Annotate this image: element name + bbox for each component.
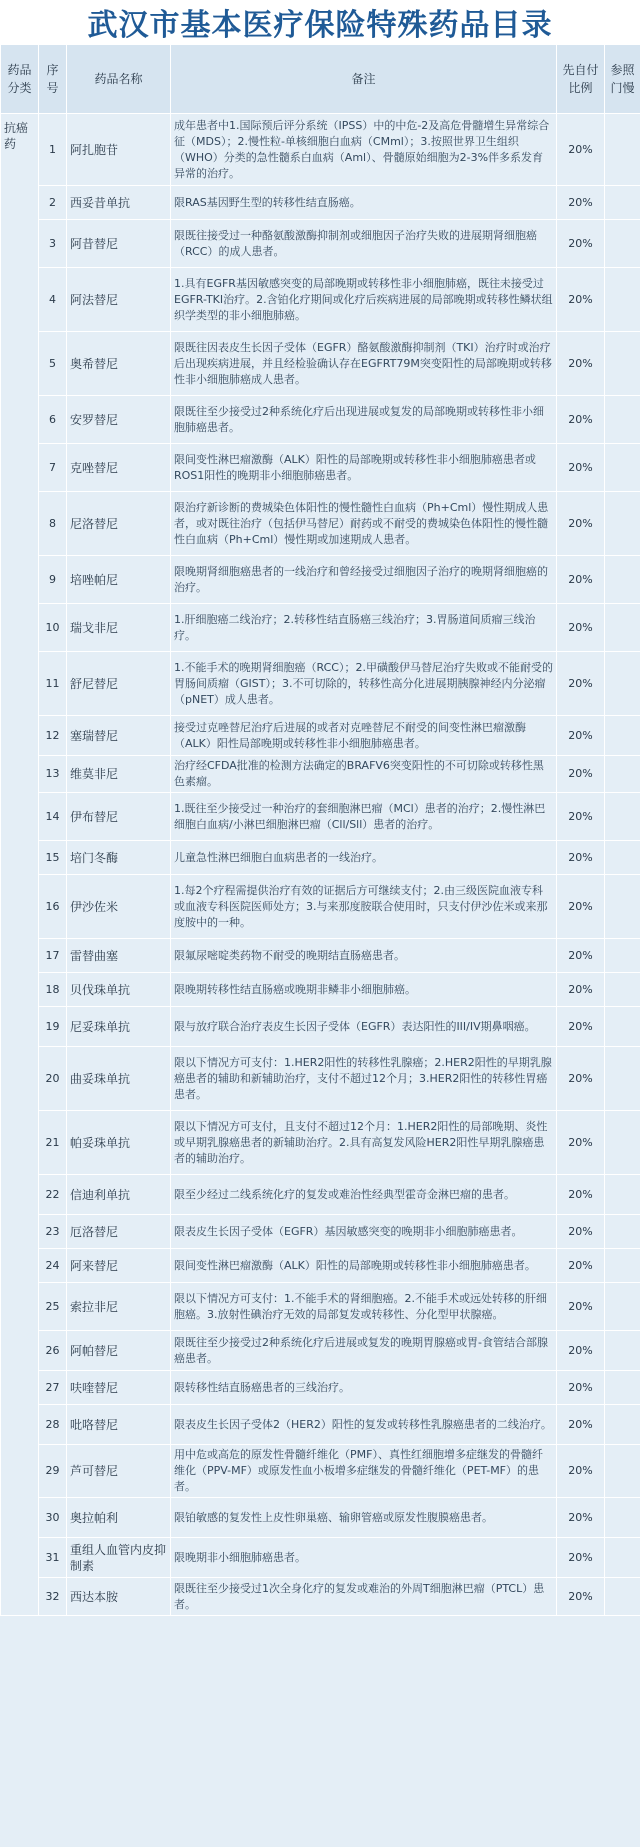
self-pay-ratio: 20% bbox=[557, 716, 605, 756]
self-pay-ratio: 20% bbox=[557, 1445, 605, 1498]
drug-name: 阿法替尼 bbox=[67, 268, 171, 332]
row-index: 10 bbox=[39, 604, 67, 652]
self-pay-ratio: 20% bbox=[557, 1215, 605, 1249]
drug-note: 1.肝细胞癌二线治疗；2.转移性结直肠癌三线治疗；3.胃肠道间质瘤三线治疗。 bbox=[171, 604, 557, 652]
drug-name: 安罗替尼 bbox=[67, 396, 171, 444]
drug-name: 呋喹替尼 bbox=[67, 1371, 171, 1405]
outpatient-ref bbox=[605, 1007, 640, 1047]
drug-note: 接受过克唑替尼治疗后进展的或者对克唑替尼不耐受的间变性淋巴瘤激酶（ALK）阳性局部晚期或转移性非小细胞肺癌患者。 bbox=[171, 716, 557, 756]
row-index: 19 bbox=[39, 1007, 67, 1047]
row-index: 21 bbox=[39, 1111, 67, 1175]
outpatient-ref bbox=[605, 1445, 640, 1498]
table-row bbox=[1, 332, 640, 396]
table-row bbox=[1, 1331, 640, 1371]
outpatient-ref bbox=[605, 1578, 640, 1616]
table-row bbox=[1, 1283, 640, 1331]
table-row bbox=[1, 1007, 640, 1047]
self-pay-ratio: 20% bbox=[557, 1111, 605, 1175]
outpatient-ref bbox=[605, 604, 640, 652]
self-pay-ratio: 20% bbox=[557, 1538, 605, 1578]
self-pay-ratio: 20% bbox=[557, 1331, 605, 1371]
header-category: 药品分类 bbox=[1, 45, 39, 114]
row-index: 12 bbox=[39, 716, 67, 756]
drug-note: 限至少经过二线系统化疗的复发或难治性经典型霍奇金淋巴瘤的患者。 bbox=[171, 1175, 557, 1215]
table-row bbox=[1, 1371, 640, 1405]
drug-name: 瑞戈非尼 bbox=[67, 604, 171, 652]
table-row bbox=[1, 1445, 640, 1498]
drug-name: 阿来替尼 bbox=[67, 1249, 171, 1283]
table-row bbox=[1, 1175, 640, 1215]
outpatient-ref bbox=[605, 1405, 640, 1445]
table-row bbox=[1, 492, 640, 556]
document-title: 武汉市基本医疗保险特殊药品目录 bbox=[0, 0, 640, 44]
drug-note: 限间变性淋巴瘤激酶（ALK）阳性的局部晚期或转移性非小细胞肺癌患者或ROS1阳性的晚期非小细胞肺癌患者。 bbox=[171, 444, 557, 492]
table-row bbox=[1, 1215, 640, 1249]
table-row bbox=[1, 841, 640, 875]
outpatient-ref bbox=[605, 268, 640, 332]
row-index: 29 bbox=[39, 1445, 67, 1498]
self-pay-ratio: 20% bbox=[557, 1047, 605, 1111]
header-row bbox=[1, 45, 640, 114]
table-row bbox=[1, 114, 640, 186]
outpatient-ref bbox=[605, 1249, 640, 1283]
table-row bbox=[1, 444, 640, 492]
header-name: 药品名称 bbox=[67, 45, 171, 114]
outpatient-ref bbox=[605, 716, 640, 756]
table-row bbox=[1, 186, 640, 220]
self-pay-ratio: 20% bbox=[557, 1249, 605, 1283]
drug-note: 限既往因表皮生长因子受体（EGFR）酪氨酸激酶抑制剂（TKI）治疗时或治疗后出现疾病进展，并且经检验确认存在EGFRT79M突变阳性的局部晚期或转移性非小细胞肺癌成人患者。 bbox=[171, 332, 557, 396]
outpatient-ref bbox=[605, 114, 640, 186]
drug-table bbox=[0, 44, 640, 1616]
self-pay-ratio: 20% bbox=[557, 793, 605, 841]
self-pay-ratio: 20% bbox=[557, 939, 605, 973]
table-row bbox=[1, 1047, 640, 1111]
drug-note: 限以下情况方可支付：1.不能手术的肾细胞癌。2.不能手术或远处转移的肝细胞癌。3.放射性碘治疗无效的局部复发或转移性、分化型甲状腺癌。 bbox=[171, 1283, 557, 1331]
outpatient-ref bbox=[605, 1371, 640, 1405]
drug-name: 西妥昔单抗 bbox=[67, 186, 171, 220]
self-pay-ratio: 20% bbox=[557, 652, 605, 716]
row-index: 15 bbox=[39, 841, 67, 875]
drug-note: 限氟尿嘧啶类药物不耐受的晚期结直肠癌患者。 bbox=[171, 939, 557, 973]
drug-name: 索拉非尼 bbox=[67, 1283, 171, 1331]
header-outpatient: 参照门慢 bbox=[605, 45, 640, 114]
row-index: 31 bbox=[39, 1538, 67, 1578]
self-pay-ratio: 20% bbox=[557, 1283, 605, 1331]
row-index: 32 bbox=[39, 1578, 67, 1616]
table-row bbox=[1, 756, 640, 793]
table-row bbox=[1, 1538, 640, 1578]
self-pay-ratio: 20% bbox=[557, 332, 605, 396]
row-index: 2 bbox=[39, 186, 67, 220]
row-index: 30 bbox=[39, 1498, 67, 1538]
drug-name: 贝伐珠单抗 bbox=[67, 973, 171, 1007]
drug-note: 儿童急性淋巴细胞白血病患者的一线治疗。 bbox=[171, 841, 557, 875]
drug-note: 1.具有EGFR基因敏感突变的局部晚期或转移性非小细胞肺癌，既往未接受过EGFR-TKI治疗。2.含铂化疗期间或化疗后疾病进展的局部晚期或转移性鳞状组织学类型的非小细胞肺癌。 bbox=[171, 268, 557, 332]
table-row bbox=[1, 268, 640, 332]
self-pay-ratio: 20% bbox=[557, 114, 605, 186]
self-pay-ratio: 20% bbox=[557, 396, 605, 444]
drug-note: 用中危或高危的原发性骨髓纤维化（PMF）、真性红细胞增多症继发的骨髓纤维化（PPV-MF）或原发性血小板增多症继发的骨髓纤维化（PET-MF）的患者。 bbox=[171, 1445, 557, 1498]
drug-note: 限RAS基因野生型的转移性结直肠癌。 bbox=[171, 186, 557, 220]
header-note: 备注 bbox=[171, 45, 557, 114]
table-row bbox=[1, 1578, 640, 1616]
drug-name: 信迪利单抗 bbox=[67, 1175, 171, 1215]
row-index: 17 bbox=[39, 939, 67, 973]
drug-name: 阿昔替尼 bbox=[67, 220, 171, 268]
header-index: 序号 bbox=[39, 45, 67, 114]
outpatient-ref bbox=[605, 396, 640, 444]
drug-note: 1.既往至少接受过一种治疗的套细胞淋巴瘤（MCl）患者的治疗；2.慢性淋巴细胞白血病/小淋巴细胞淋巴瘤（Cll/Sll）患者的治疗。 bbox=[171, 793, 557, 841]
row-index: 3 bbox=[39, 220, 67, 268]
row-index: 4 bbox=[39, 268, 67, 332]
table-row bbox=[1, 1111, 640, 1175]
drug-name: 克唑替尼 bbox=[67, 444, 171, 492]
drug-note: 限既往接受过一种酪氨酸激酶抑制剂或细胞因子治疗失败的进展期肾细胞癌（RCC）的成人患者。 bbox=[171, 220, 557, 268]
row-index: 26 bbox=[39, 1331, 67, 1371]
drug-note: 限治疗新诊断的费城染色体阳性的慢性髓性白血病（Ph+Cml）慢性期成人患者，或对既往治疗（包括伊马替尼）耐药或不耐受的费城染色体阳性的慢性髓性白血病（Ph+Cml）慢性期或加速期成人患者。 bbox=[171, 492, 557, 556]
drug-name: 重组人血管内皮抑制素 bbox=[67, 1538, 171, 1578]
outpatient-ref bbox=[605, 1215, 640, 1249]
header-ratio: 先自付比例 bbox=[557, 45, 605, 114]
drug-name: 帕妥珠单抗 bbox=[67, 1111, 171, 1175]
drug-note: 限既往至少接受过2种系统化疗后出现进展或复发的局部晚期或转移性非小细胞肺癌患者。 bbox=[171, 396, 557, 444]
row-index: 28 bbox=[39, 1405, 67, 1445]
drug-name: 尼洛替尼 bbox=[67, 492, 171, 556]
drug-name: 芦可替尼 bbox=[67, 1445, 171, 1498]
self-pay-ratio: 20% bbox=[557, 875, 605, 939]
outpatient-ref bbox=[605, 556, 640, 604]
drug-name: 阿扎胞苷 bbox=[67, 114, 171, 186]
drug-note: 限表皮生长因子受体2（HER2）阳性的复发或转移性乳腺癌患者的二线治疗。 bbox=[171, 1405, 557, 1445]
self-pay-ratio: 20% bbox=[557, 1578, 605, 1616]
self-pay-ratio: 20% bbox=[557, 1371, 605, 1405]
drug-name: 伊沙佐米 bbox=[67, 875, 171, 939]
outpatient-ref bbox=[605, 939, 640, 973]
row-index: 25 bbox=[39, 1283, 67, 1331]
outpatient-ref bbox=[605, 1047, 640, 1111]
drug-name: 阿帕替尼 bbox=[67, 1331, 171, 1371]
drug-note: 限与放疗联合治疗表皮生长因子受体（EGFR）表达阳性的III/IV期鼻咽癌。 bbox=[171, 1007, 557, 1047]
row-index: 20 bbox=[39, 1047, 67, 1111]
outpatient-ref bbox=[605, 1111, 640, 1175]
drug-note: 限以下情况方可支付，且支付不超过12个月：1.HER2阳性的局部晚期、炎性或早期乳腺癌患者的新辅助治疗。2.具有高复发风险HER2阳性早期乳腺癌患者的辅助治疗。 bbox=[171, 1111, 557, 1175]
row-index: 11 bbox=[39, 652, 67, 716]
table-row bbox=[1, 1498, 640, 1538]
drug-name: 塞瑞替尼 bbox=[67, 716, 171, 756]
self-pay-ratio: 20% bbox=[557, 604, 605, 652]
self-pay-ratio: 20% bbox=[557, 186, 605, 220]
outpatient-ref bbox=[605, 1283, 640, 1331]
drug-note: 治疗经CFDA批准的检测方法确定的BRAFV6突变阳性的不可切除或转移性黑色素瘤。 bbox=[171, 756, 557, 793]
outpatient-ref bbox=[605, 756, 640, 793]
table-row bbox=[1, 793, 640, 841]
row-index: 9 bbox=[39, 556, 67, 604]
outpatient-ref bbox=[605, 332, 640, 396]
drug-note: 限以下情况方可支付：1.HER2阳性的转移性乳腺癌；2.HER2阳性的早期乳腺癌患者的辅助和新辅助治疗，支付不超过12个月；3.HER2阳性的转移性胃癌患者。 bbox=[171, 1047, 557, 1111]
outpatient-ref bbox=[605, 875, 640, 939]
drug-note: 限转移性结直肠癌患者的三线治疗。 bbox=[171, 1371, 557, 1405]
row-index: 22 bbox=[39, 1175, 67, 1215]
drug-name: 奥希替尼 bbox=[67, 332, 171, 396]
outpatient-ref bbox=[605, 1175, 640, 1215]
drug-name: 尼妥珠单抗 bbox=[67, 1007, 171, 1047]
table-row bbox=[1, 973, 640, 1007]
drug-note: 限铂敏感的复发性上皮性卵巢癌、输卵管癌或原发性腹膜癌患者。 bbox=[171, 1498, 557, 1538]
table-row bbox=[1, 1249, 640, 1283]
table-row bbox=[1, 604, 640, 652]
row-index: 14 bbox=[39, 793, 67, 841]
drug-note: 限晚期非小细胞肺癌患者。 bbox=[171, 1538, 557, 1578]
drug-note: 1.不能手术的晚期肾细胞癌（RCC）；2.甲磺酸伊马替尼治疗失败或不能耐受的胃肠间质瘤（GIST）；3.不可切除的，转移性高分化进展期胰腺神经内分泌瘤（pNET）成人患者。 bbox=[171, 652, 557, 716]
self-pay-ratio: 20% bbox=[557, 268, 605, 332]
outpatient-ref bbox=[605, 973, 640, 1007]
table-row bbox=[1, 939, 640, 973]
self-pay-ratio: 20% bbox=[557, 973, 605, 1007]
table-body bbox=[1, 114, 640, 1616]
outpatient-ref bbox=[605, 186, 640, 220]
drug-name: 奥拉帕利 bbox=[67, 1498, 171, 1538]
self-pay-ratio: 20% bbox=[557, 556, 605, 604]
outpatient-ref bbox=[605, 492, 640, 556]
drug-name: 曲妥珠单抗 bbox=[67, 1047, 171, 1111]
drug-name: 雷替曲塞 bbox=[67, 939, 171, 973]
drug-note: 限晚期转移性结直肠癌或晚期非鳞非小细胞肺癌。 bbox=[171, 973, 557, 1007]
outpatient-ref bbox=[605, 1538, 640, 1578]
table-row bbox=[1, 875, 640, 939]
drug-note: 限晚期肾细胞癌患者的一线治疗和曾经接受过细胞因子治疗的晚期肾细胞癌的治疗。 bbox=[171, 556, 557, 604]
self-pay-ratio: 20% bbox=[557, 841, 605, 875]
self-pay-ratio: 20% bbox=[557, 1498, 605, 1538]
row-index: 13 bbox=[39, 756, 67, 793]
self-pay-ratio: 20% bbox=[557, 1007, 605, 1047]
drug-note: 成年患者中1.国际预后评分系统（IPSS）中的中危-2及高危骨髓增生异常综合征（MDS）；2.慢性粒-单核细胞白血病（CMml）；3.按照世界卫生组织（WHO）分类的急性髓系白血病（Aml）、骨髓原始细胞为2-3%伴多系发育异常的治疗。 bbox=[171, 114, 557, 186]
table-row bbox=[1, 396, 640, 444]
outpatient-ref bbox=[605, 1498, 640, 1538]
row-index: 18 bbox=[39, 973, 67, 1007]
drug-name: 伊布替尼 bbox=[67, 793, 171, 841]
row-index: 8 bbox=[39, 492, 67, 556]
row-index: 23 bbox=[39, 1215, 67, 1249]
outpatient-ref bbox=[605, 220, 640, 268]
category-cell: 抗癌药 bbox=[1, 114, 39, 1616]
drug-name: 培门冬酶 bbox=[67, 841, 171, 875]
row-index: 24 bbox=[39, 1249, 67, 1283]
row-index: 7 bbox=[39, 444, 67, 492]
drug-note: 限既往至少接受过1次全身化疗的复发或难治的外周T细胞淋巴瘤（PTCL）患者。 bbox=[171, 1578, 557, 1616]
drug-name: 厄洛替尼 bbox=[67, 1215, 171, 1249]
drug-name: 西达本胺 bbox=[67, 1578, 171, 1616]
row-index: 6 bbox=[39, 396, 67, 444]
drug-note: 限既往至少接受过2种系统化疗后进展或复发的晚期胃腺癌或胃-食管结合部腺癌患者。 bbox=[171, 1331, 557, 1371]
self-pay-ratio: 20% bbox=[557, 444, 605, 492]
outpatient-ref bbox=[605, 841, 640, 875]
outpatient-ref bbox=[605, 444, 640, 492]
self-pay-ratio: 20% bbox=[557, 492, 605, 556]
row-index: 5 bbox=[39, 332, 67, 396]
drug-note: 限表皮生长因子受体（EGFR）基因敏感突变的晚期非小细胞肺癌患者。 bbox=[171, 1215, 557, 1249]
table-row bbox=[1, 1405, 640, 1445]
table-row bbox=[1, 716, 640, 756]
drug-note: 限间变性淋巴瘤激酶（ALK）阳性的局部晚期或转移性非小细胞肺癌患者。 bbox=[171, 1249, 557, 1283]
self-pay-ratio: 20% bbox=[557, 1405, 605, 1445]
drug-name: 维莫非尼 bbox=[67, 756, 171, 793]
table-row bbox=[1, 652, 640, 716]
row-index: 27 bbox=[39, 1371, 67, 1405]
self-pay-ratio: 20% bbox=[557, 220, 605, 268]
outpatient-ref bbox=[605, 1331, 640, 1371]
row-index: 16 bbox=[39, 875, 67, 939]
self-pay-ratio: 20% bbox=[557, 756, 605, 793]
outpatient-ref bbox=[605, 652, 640, 716]
drug-name: 培唑帕尼 bbox=[67, 556, 171, 604]
self-pay-ratio: 20% bbox=[557, 1175, 605, 1215]
table-row bbox=[1, 556, 640, 604]
drug-name: 吡咯替尼 bbox=[67, 1405, 171, 1445]
row-index: 1 bbox=[39, 114, 67, 186]
drug-name: 舒尼替尼 bbox=[67, 652, 171, 716]
outpatient-ref bbox=[605, 793, 640, 841]
drug-note: 1.每2个疗程需提供治疗有效的证据后方可继续支付；2.由三级医院血液专科或血液专科医院医师处方；3.与来那度胺联合使用时，只支付伊沙佐米或来那度胺中的一种。 bbox=[171, 875, 557, 939]
table-row bbox=[1, 220, 640, 268]
